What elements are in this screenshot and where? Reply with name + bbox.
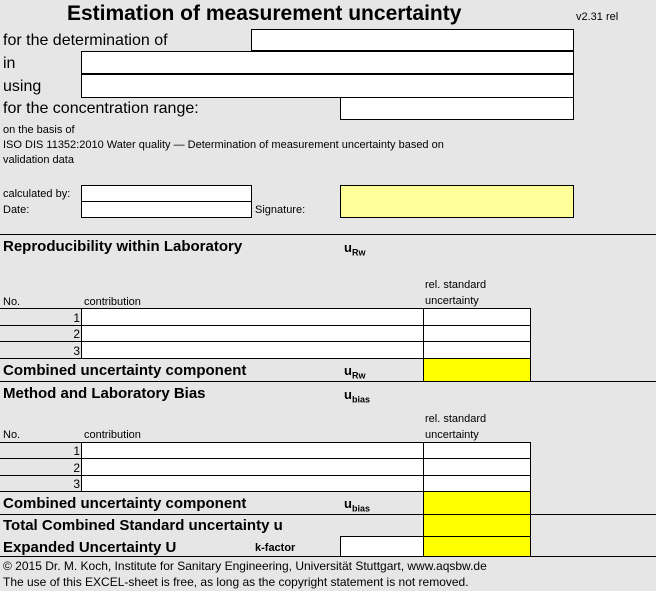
contribution-input-2[interactable]: [81, 325, 424, 342]
row-line: [0, 325, 81, 326]
row-line: [0, 458, 81, 459]
section-divider: [0, 234, 656, 235]
concentration-label: for the concentration range:: [3, 100, 199, 117]
col-contribution-header: contribution: [84, 429, 141, 441]
in-label: in: [3, 55, 16, 72]
expanded-uncertainty-result: [423, 536, 531, 557]
section-divider: [0, 556, 656, 557]
using-label: using: [3, 78, 42, 95]
row-number: 1: [73, 311, 80, 325]
section-divider: [0, 514, 656, 515]
row-number: 2: [73, 327, 80, 341]
bias-rel-uncertainty-input-3[interactable]: [423, 475, 531, 492]
row-line: [0, 491, 81, 492]
row-number: 1: [73, 444, 80, 458]
bias-rel-uncertainty-input-2[interactable]: [423, 458, 531, 476]
row-number: 2: [73, 461, 80, 475]
date-label: Date:: [3, 204, 30, 216]
bias-contribution-input-1[interactable]: [81, 442, 424, 459]
basis-line-1: on the basis of: [3, 124, 75, 136]
date-input[interactable]: [81, 201, 252, 218]
concentration-input[interactable]: [340, 97, 574, 120]
bias-contribution-input-3[interactable]: [81, 475, 424, 492]
k-factor-input[interactable]: [340, 536, 424, 557]
bias-heading: Method and Laboratory Bias: [3, 385, 206, 402]
row-line: [0, 341, 81, 342]
rel-uncertainty-input-1[interactable]: [423, 308, 531, 326]
row-line: [0, 358, 81, 359]
rel-uncertainty-input-3[interactable]: [423, 341, 531, 359]
reproducibility-heading: Reproducibility within Laboratory: [3, 238, 243, 255]
combined-symbol-rw: $u_{Rw}$: [344, 363, 366, 381]
footer-copyright: © 2015 Dr. M. Koch, Institute for Sanitary Engineering, Universität Stuttgart, www.aqsbw.de: [3, 559, 487, 573]
rel-uncertainty-header-2: uncertainty: [425, 429, 479, 441]
combined-label-bias: Combined uncertainty component: [3, 495, 247, 512]
total-combined-label: Total Combined Standard uncertainty u: [3, 517, 283, 534]
row-number: 3: [73, 344, 80, 358]
page-title: Estimation of measurement uncertainty: [67, 2, 462, 25]
row-number: 3: [73, 477, 80, 491]
bias-symbol: $u_{bias}$: [344, 387, 370, 405]
col-no-header: No.: [3, 429, 21, 441]
rel-uncertainty-header-2: uncertainty: [425, 295, 479, 307]
combined-result-bias: [423, 491, 531, 515]
version-label: v2.31 rel: [576, 11, 619, 23]
row-line: [0, 475, 81, 476]
k-factor-label: k-factor: [255, 542, 296, 554]
section-divider: [0, 381, 656, 382]
col-no-header: No.: [3, 296, 21, 308]
col-contribution-header: contribution: [84, 296, 141, 308]
signature-field[interactable]: [340, 185, 574, 218]
expanded-uncertainty-label: Expanded Uncertainty U: [3, 539, 177, 556]
row-line: [0, 442, 81, 443]
combined-symbol-bias: $u_{bias}$: [344, 496, 370, 514]
rel-uncertainty-header-1: rel. standard: [425, 413, 487, 425]
combined-result-rw: [423, 358, 531, 382]
row-line: [0, 308, 81, 309]
determination-input[interactable]: [251, 29, 574, 51]
calculated-by-label: calculated by:: [3, 188, 71, 200]
basis-line-2: ISO DIS 11352:2010 Water quality — Determination of measurement uncertainty based on: [3, 139, 444, 151]
rel-uncertainty-header-1: rel. standard: [425, 279, 487, 291]
bias-rel-uncertainty-input-1[interactable]: [423, 442, 531, 459]
combined-label-rw: Combined uncertainty component: [3, 362, 247, 379]
contribution-input-1[interactable]: [81, 308, 424, 326]
footer-usage-note: The use of this EXCEL-sheet is free, as long as the copyright statement is not removed.: [3, 575, 469, 589]
matrix-input[interactable]: [81, 51, 574, 74]
calculated-by-input[interactable]: [81, 185, 252, 202]
determination-label: for the determination of: [3, 32, 168, 49]
rel-uncertainty-input-2[interactable]: [423, 325, 531, 342]
basis-line-3: validation data: [3, 154, 74, 166]
bias-contribution-input-2[interactable]: [81, 458, 424, 476]
reproducibility-symbol: $u_{Rw}$: [344, 240, 366, 258]
method-input[interactable]: [81, 74, 574, 98]
contribution-input-3[interactable]: [81, 341, 424, 359]
signature-label: Signature:: [255, 204, 306, 216]
total-combined-result: [423, 514, 531, 537]
